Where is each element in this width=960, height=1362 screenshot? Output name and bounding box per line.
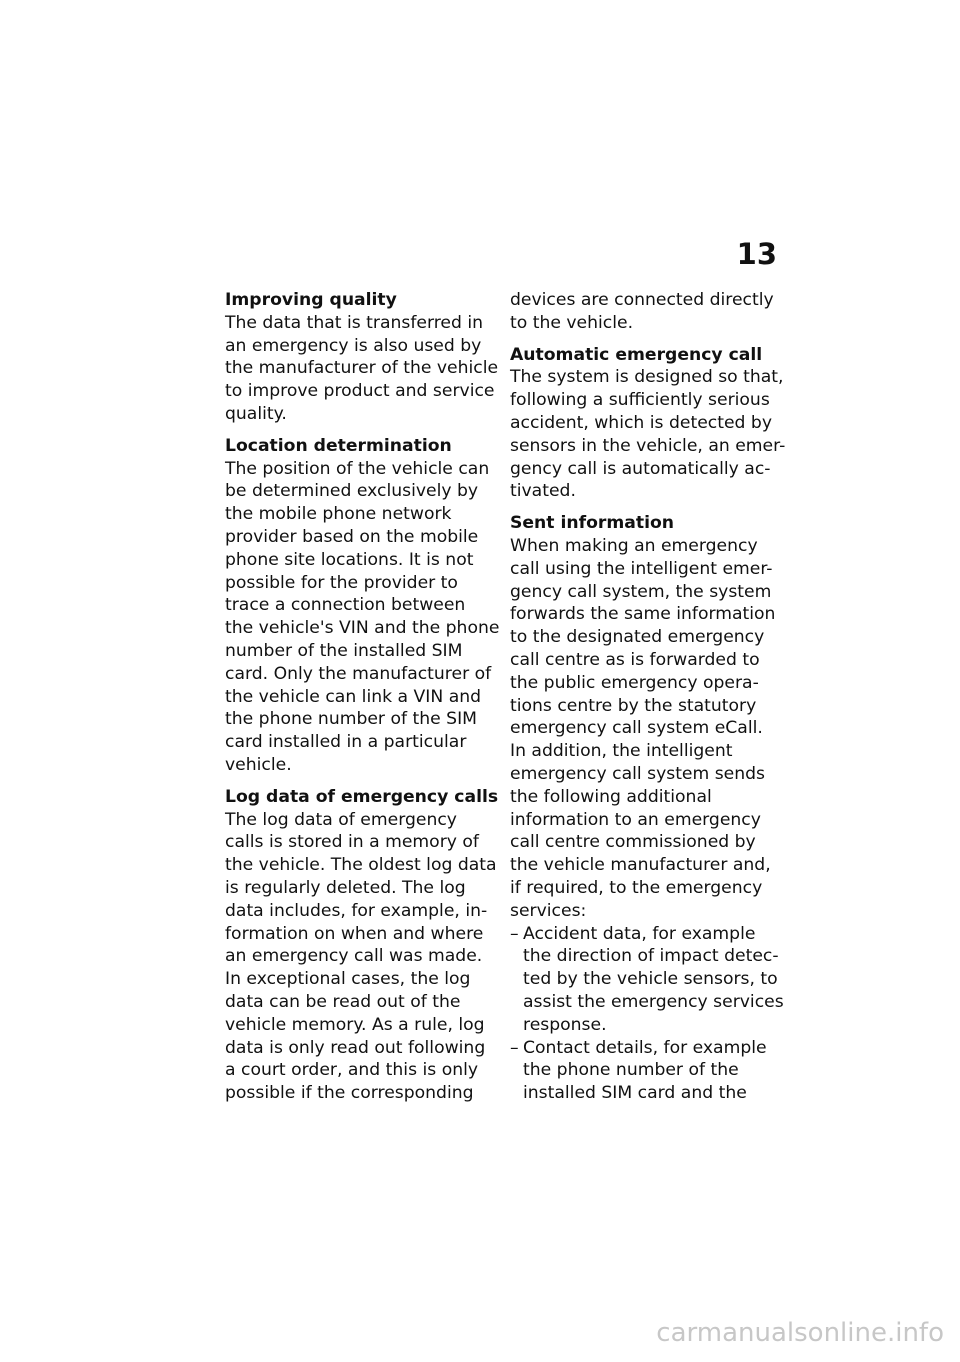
text-line: The log data of emergency <box>225 809 457 830</box>
text-line: to the vehicle. <box>510 312 634 333</box>
list-item <box>510 1037 785 1105</box>
text-line: information to an emergency <box>510 809 761 830</box>
text-line: emergency call system sends <box>510 763 766 784</box>
text-line: is regularly deleted. The log <box>225 877 466 898</box>
text-line: number of the installed SIM <box>225 640 463 661</box>
text-line: data includes, for example, in- <box>225 900 488 921</box>
text-line: if required, to the emergency <box>510 877 763 898</box>
section-heading: Log data of emergency calls <box>225 786 499 807</box>
text-line: ted by the vehicle sensors, to <box>523 969 778 990</box>
text-line: data is only read out following <box>225 1037 486 1058</box>
text-line: call centre as is forwarded to <box>510 649 760 670</box>
text-line: phone site locations. It is not <box>225 549 474 570</box>
text-line: the mobile phone network <box>225 504 452 525</box>
text-line: the following additional <box>510 786 712 807</box>
text-line: installed SIM card and the <box>523 1083 747 1104</box>
text-line: formation on when and where <box>225 923 484 944</box>
text-line: vehicle memory. As a rule, log <box>225 1014 485 1035</box>
text-line: data can be read out of the <box>225 991 461 1012</box>
left-column <box>225 289 500 1114</box>
right-column <box>510 289 785 1114</box>
text-line: following a sufficiently serious <box>510 390 770 411</box>
dash-bullet-icon: – <box>510 1037 519 1058</box>
text-line: devices are connected directly <box>510 290 774 310</box>
section-location-determination <box>225 435 500 777</box>
text-line: Accident data, for example <box>523 923 756 944</box>
text-line: assist the emergency services <box>523 991 784 1012</box>
text-line: the vehicle can link a VIN and <box>225 686 482 707</box>
section-sent-information <box>510 512 785 1105</box>
text-line: call centre commissioned by <box>510 832 756 853</box>
text-line: emergency call system eCall. <box>510 718 763 739</box>
text-line: When making an emergency <box>510 535 758 556</box>
text-line: possible if the corresponding <box>225 1083 474 1104</box>
section-heading: Sent information <box>510 513 675 534</box>
text-line: response. <box>523 1014 607 1035</box>
text-line: quality. <box>225 403 287 424</box>
text-line: sensors in the vehicle, an emer- <box>510 435 786 456</box>
text-line: an emergency is also used by <box>225 335 482 356</box>
text-line: accident, which is detected by <box>510 412 772 433</box>
text-line: possible for the provider to <box>225 572 458 593</box>
text-line: to improve product and service <box>225 381 495 402</box>
text-line: calls is stored in a memory of <box>225 832 479 853</box>
text-line: a court order, and this is only <box>225 1060 479 1081</box>
text-line: card. Only the manufacturer of <box>225 663 492 684</box>
text-line: In exceptional cases, the log <box>225 969 471 990</box>
text-line: be determined exclusively by <box>225 481 479 502</box>
text-line: the public emergency opera- <box>510 672 759 693</box>
text-line: gency call is automatically ac- <box>510 458 771 479</box>
text-line: In addition, the intelligent <box>510 741 733 762</box>
text-line: the phone number of the <box>523 1060 739 1081</box>
text-line: the manufacturer of the vehicle <box>225 358 499 379</box>
text-line: call using the intelligent emer- <box>510 558 773 579</box>
section-continuation <box>510 289 785 335</box>
section-log-data <box>225 786 500 1105</box>
text-line: The position of the vehicle can <box>225 458 490 479</box>
list-item <box>510 923 785 1037</box>
dash-bullet-icon: – <box>510 923 519 944</box>
section-heading: Improving quality <box>225 290 397 310</box>
text-line: vehicle. <box>225 754 292 775</box>
text-line: tions centre by the statutory <box>510 695 757 716</box>
section-automatic-emergency-call <box>510 344 785 504</box>
text-line: card installed in a particular <box>225 732 467 753</box>
section-improving-quality <box>225 289 500 426</box>
text-line: the vehicle manufacturer and, <box>510 855 771 876</box>
text-line: services: <box>510 900 587 921</box>
text-line: forwards the same information <box>510 604 776 625</box>
watermark-text: carmanualsonline.info <box>656 1318 944 1348</box>
text-line: The data that is transferred in <box>225 312 484 333</box>
section-heading: Location determination <box>225 435 452 456</box>
text-line: the phone number of the SIM <box>225 709 477 730</box>
text-line: The system is designed so that, <box>510 367 784 388</box>
text-line: the vehicle. The oldest log data <box>225 855 497 876</box>
text-line: tivated. <box>510 481 576 502</box>
text-line: trace a connection between <box>225 595 466 616</box>
text-line: provider based on the mobile <box>225 526 479 547</box>
text-line: an emergency call was made. <box>225 946 483 967</box>
section-heading: Automatic emergency call <box>510 344 763 365</box>
page-number: 13 <box>736 237 777 271</box>
text-line: the vehicle's VIN and the phone <box>225 618 500 639</box>
text-line: Contact details, for example <box>523 1037 767 1058</box>
text-line: gency call system, the system <box>510 581 772 602</box>
text-line: the direction of impact detec- <box>523 946 779 967</box>
text-line: to the designated emergency <box>510 627 765 648</box>
